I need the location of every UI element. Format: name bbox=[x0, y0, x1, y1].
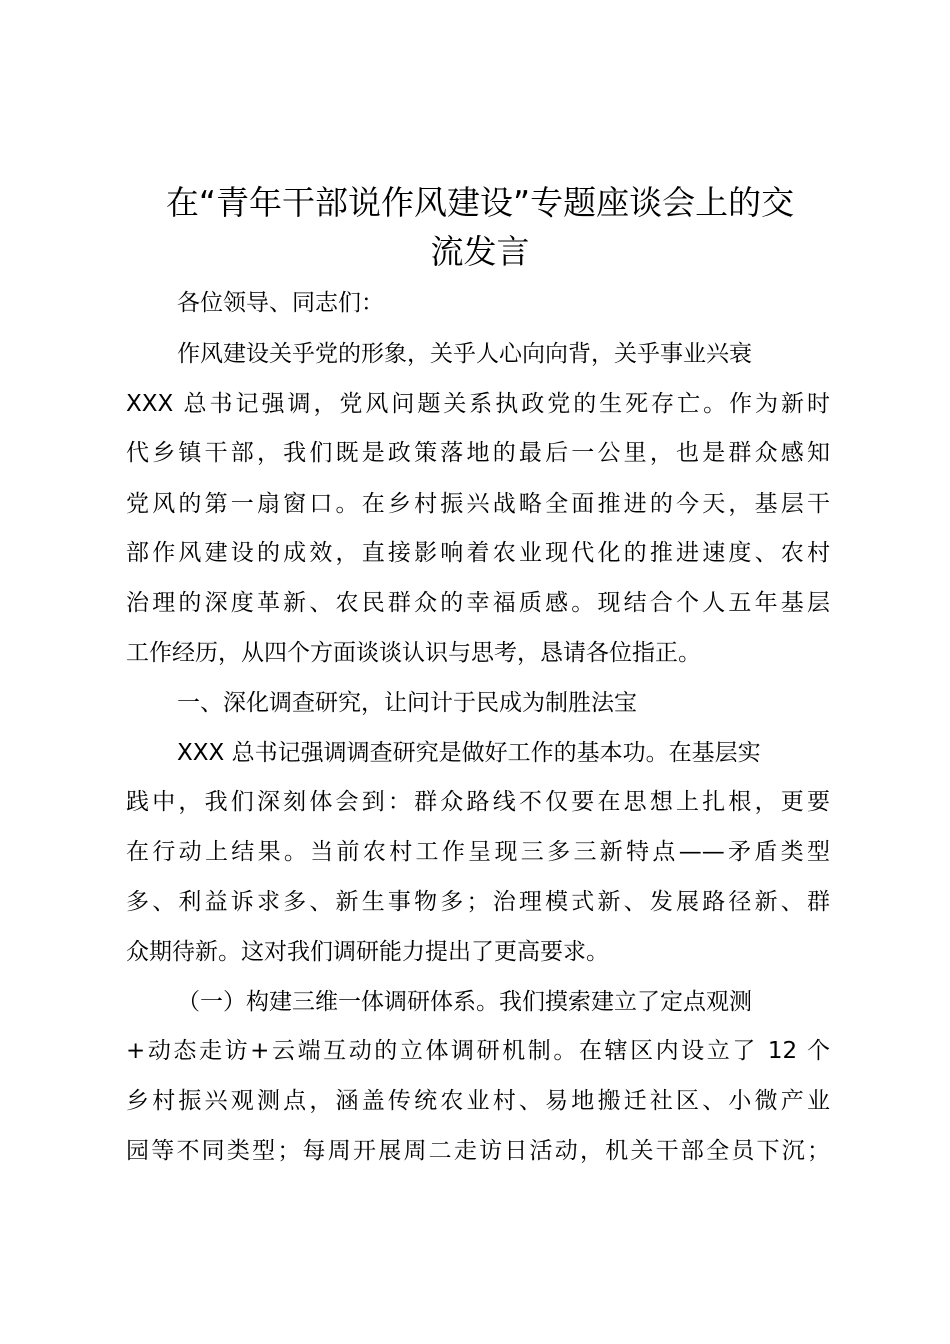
title-line-1: 在“青年干部说作风建设”专题座谈会上的交 bbox=[165, 183, 795, 222]
body-line: 乡村振兴观测点，涵盖传统农业村、易地搬迁社区、小微产业 bbox=[126, 1088, 830, 1114]
body-line: 践中，我们深刻体会到：群众路线不仅要在思想上扎根，更要 bbox=[126, 789, 830, 815]
body-line: 在行动上结果。当前农村工作呈现三多三新特点——矛盾类型 bbox=[126, 839, 830, 865]
section-heading: 一、深化调查研究，让问计于民成为制胜法宝 bbox=[177, 690, 637, 716]
document-title bbox=[120, 178, 840, 276]
body-line: 作风建设关乎党的形象，关乎人心向向背，关乎事业兴衰 bbox=[177, 341, 752, 367]
salutation: 各位领导、同志们： bbox=[177, 290, 384, 316]
body-line: 代乡镇干部，我们既是政策落地的最后一公里，也是群众感知 bbox=[126, 440, 830, 466]
body-line: 党风的第一扇窗口。在乡村振兴战略全面推进的今天，基层干 bbox=[126, 491, 830, 517]
body-line: 治理的深度革新、农民群众的幸福质感。现结合个人五年基层 bbox=[126, 590, 830, 616]
body-line: 众期待新。这对我们调研能力提出了更高要求。 bbox=[126, 939, 609, 965]
body-line: XXX 总书记强调，党风问题关系执政党的生死存亡。作为新时 bbox=[126, 391, 830, 417]
body-line: 部作风建设的成效，直接影响着农业现代化的推进速度、农村 bbox=[126, 540, 830, 566]
body-line: XXX 总书记强调调查研究是做好工作的基本功。在基层实 bbox=[177, 740, 761, 766]
body-line: 工作经历，从四个方面谈谈认识与思考，恳请各位指正。 bbox=[126, 640, 701, 666]
body-line: +动态走访+云端互动的立体调研机制。在辖区内设立了 12 个 bbox=[126, 1038, 830, 1064]
subsection-line: （一）构建三维一体调研体系。我们摸索建立了定点观测 bbox=[177, 989, 752, 1015]
body-line: 园等不同类型；每周开展周二走访日活动，机关干部全员下沉； bbox=[126, 1138, 830, 1164]
body-line: 多、利益诉求多、新生事物多；治理模式新、发展路径新、群 bbox=[126, 889, 830, 915]
title-line-2: 流发言 bbox=[430, 232, 530, 271]
